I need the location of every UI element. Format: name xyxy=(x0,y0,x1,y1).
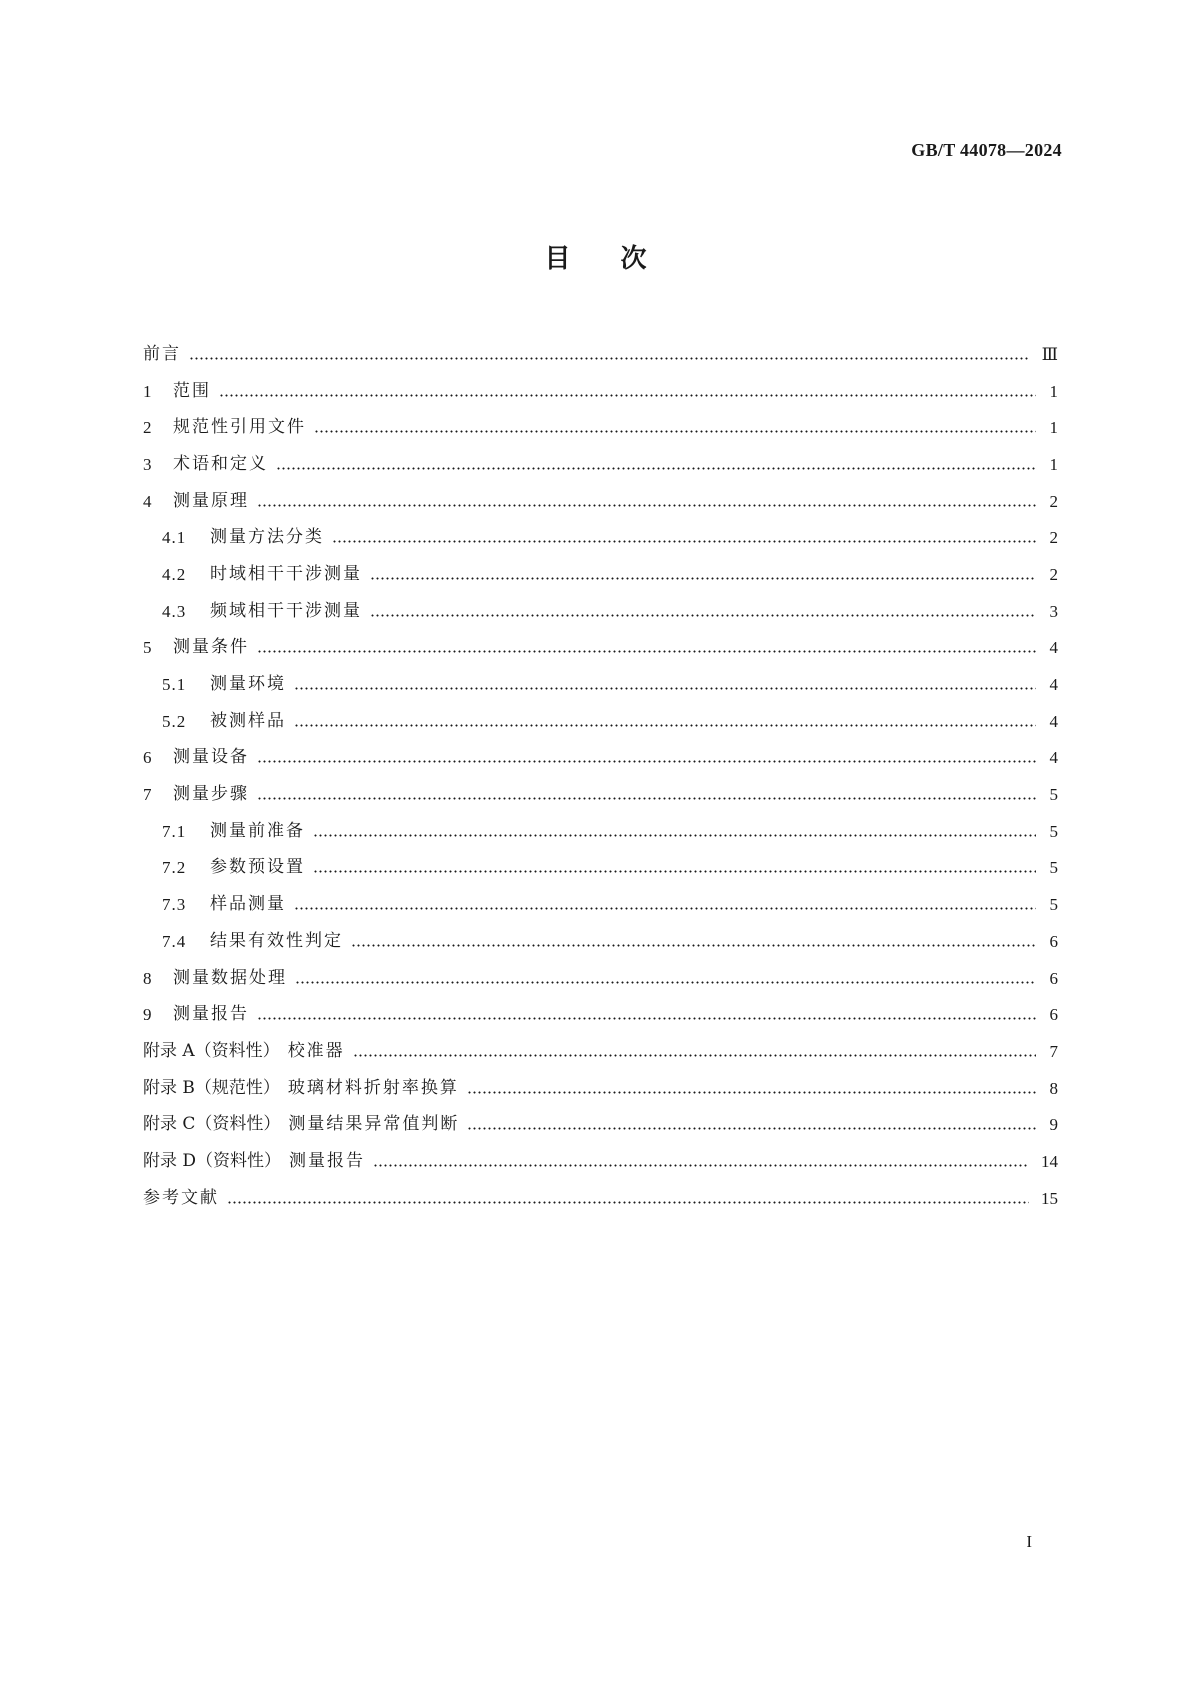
toc-entry-number: 2 xyxy=(143,418,153,438)
toc-entry-text: 规范性引用文件 xyxy=(173,417,306,438)
toc-entry-page: 2 xyxy=(1049,491,1058,511)
toc-dot-leader xyxy=(294,907,1036,910)
toc-dot-leader xyxy=(294,724,1036,727)
toc-entry-1[interactable] xyxy=(143,373,1058,410)
toc-entry-text: 频域相干干涉测量 xyxy=(210,600,362,621)
toc-entry-text: 参考文献 xyxy=(143,1187,219,1208)
toc-entry-number: 4 xyxy=(143,491,153,511)
toc-dot-leader xyxy=(257,504,1036,507)
toc-dot-leader xyxy=(373,1164,1029,1167)
toc-entry-number: 9 xyxy=(143,1005,153,1025)
toc-entry-page: 3 xyxy=(1049,601,1058,621)
toc-entry-8[interactable] xyxy=(143,960,1058,997)
toc-entry-3[interactable] xyxy=(143,446,1058,483)
toc-entry-number: 7.2 xyxy=(162,858,187,878)
toc-dot-leader xyxy=(313,834,1036,837)
toc-entry-page: 4 xyxy=(1049,748,1058,768)
toc-entry-number: 6 xyxy=(143,748,153,768)
toc-dot-leader xyxy=(219,394,1036,397)
toc-dot-leader xyxy=(257,1017,1036,1020)
toc-dot-leader xyxy=(313,870,1036,873)
toc-entry-7[interactable] xyxy=(143,776,1058,813)
toc-entry-number: 5 xyxy=(143,638,153,658)
toc-entry-text: 前言 xyxy=(143,343,181,364)
toc-entry-appendix-c[interactable] xyxy=(143,1106,1058,1143)
toc-entry-text: 测量报告 xyxy=(173,1004,249,1025)
toc-dot-leader xyxy=(257,760,1036,763)
toc-entry-text: 测量步骤 xyxy=(173,784,249,805)
toc-entry-foreword[interactable] xyxy=(143,336,1058,373)
toc-entry-text: 测量数据处理 xyxy=(173,967,287,988)
toc-entry-appendix-d[interactable] xyxy=(143,1143,1058,1180)
toc-entry-5[interactable] xyxy=(143,630,1058,667)
toc-entry-6[interactable] xyxy=(143,740,1058,777)
toc-entry-text: 测量结果异常值判断 xyxy=(288,1114,460,1135)
toc-entry-4-2[interactable] xyxy=(143,556,1058,593)
standard-code: GB/T 44078—2024 xyxy=(911,140,1062,160)
toc-entry-text: 范围 xyxy=(173,380,211,401)
toc-entry-page: 8 xyxy=(1049,1078,1058,1098)
toc-entry-page: 5 xyxy=(1049,821,1058,841)
toc-entry-text: 玻璃材料折射率换算 xyxy=(287,1077,459,1098)
toc-entry-page: 1 xyxy=(1049,454,1058,474)
toc-entry-text: 结果有效性判定 xyxy=(210,930,343,951)
toc-entry-page: 14 xyxy=(1041,1151,1058,1171)
toc-entry-appendix-b[interactable] xyxy=(143,1070,1058,1107)
toc-entry-references[interactable] xyxy=(143,1180,1058,1217)
toc-entry-number: 3 xyxy=(143,454,153,474)
toc-entry-page: 7 xyxy=(1049,1041,1058,1061)
page-number: I xyxy=(1026,1532,1032,1551)
toc-entry-page: 4 xyxy=(1049,711,1058,731)
toc-entry-number: 7.4 xyxy=(162,931,187,951)
toc-dot-leader xyxy=(370,577,1036,580)
toc-entry-page: Ⅲ xyxy=(1041,344,1058,364)
toc-entry-4[interactable] xyxy=(143,483,1058,520)
toc-entry-5-2[interactable] xyxy=(143,703,1058,740)
toc-entry-7-2[interactable] xyxy=(143,850,1058,887)
toc-entry-text: 校准器 xyxy=(287,1040,345,1061)
toc-entry-page: 6 xyxy=(1049,931,1058,951)
toc-entry-7-4[interactable] xyxy=(143,923,1058,960)
toc-entry-page: 6 xyxy=(1049,968,1058,988)
toc-entry-page: 2 xyxy=(1049,564,1058,584)
toc-entry-page: 4 xyxy=(1049,675,1058,695)
toc-dot-leader xyxy=(295,981,1036,984)
toc-entry-text: 被测样品 xyxy=(210,710,286,731)
toc-entry-page: 6 xyxy=(1049,1005,1058,1025)
toc-entry-appendix-label: 附录 A（资料性） xyxy=(143,1040,280,1061)
toc-entry-text: 测量条件 xyxy=(173,637,249,658)
toc-entry-page: 5 xyxy=(1049,895,1058,915)
toc-entry-text: 测量环境 xyxy=(210,674,286,695)
toc-entry-7-1[interactable] xyxy=(143,813,1058,850)
toc-dot-leader xyxy=(227,1201,1029,1204)
toc-entry-appendix-a[interactable] xyxy=(143,1033,1058,1070)
toc-entry-appendix-label: 附录 B（规范性） xyxy=(143,1077,280,1098)
toc-entry-page: 1 xyxy=(1049,381,1058,401)
toc-dot-leader xyxy=(370,614,1036,617)
toc-entry-number: 7.1 xyxy=(162,821,187,841)
toc-entry-number: 4.3 xyxy=(162,601,187,621)
toc-entry-text: 测量原理 xyxy=(173,490,249,511)
toc-entry-5-1[interactable] xyxy=(143,666,1058,703)
toc-entry-text: 测量前准备 xyxy=(210,820,305,841)
toc-entry-9[interactable] xyxy=(143,996,1058,1033)
toc-entry-page: 4 xyxy=(1049,638,1058,658)
toc-entry-page: 9 xyxy=(1049,1115,1058,1135)
toc-entry-appendix-label: 附录 D（资料性） xyxy=(143,1150,282,1171)
toc-entry-number: 7.3 xyxy=(162,895,187,915)
toc-entry-text: 测量设备 xyxy=(173,747,249,768)
toc-entry-page: 1 xyxy=(1049,418,1058,438)
toc-dot-leader xyxy=(276,467,1036,470)
toc-dot-leader xyxy=(351,944,1036,947)
toc-dot-leader xyxy=(353,1054,1036,1057)
toc-entry-number: 4.1 xyxy=(162,528,187,548)
toc-entry-text: 时域相干干涉测量 xyxy=(210,563,362,584)
toc-dot-leader xyxy=(189,357,1030,360)
toc-entry-text: 参数预设置 xyxy=(210,857,305,878)
toc-dot-leader xyxy=(257,797,1036,800)
toc-dot-leader xyxy=(332,540,1036,543)
toc-entry-number: 5.1 xyxy=(162,675,187,695)
toc-entry-4-3[interactable] xyxy=(143,593,1058,630)
toc-dot-leader xyxy=(467,1091,1036,1094)
toc-entry-7-3[interactable] xyxy=(143,886,1058,923)
toc-entry-2[interactable] xyxy=(143,409,1058,446)
toc-entry-text: 测量报告 xyxy=(289,1150,366,1171)
toc-dot-leader xyxy=(467,1127,1036,1130)
toc-list xyxy=(143,336,1058,1217)
toc-entry-text: 样品测量 xyxy=(210,894,286,915)
toc-entry-number: 8 xyxy=(143,968,153,988)
toc-title: 目次 xyxy=(544,244,697,274)
toc-dot-leader xyxy=(257,650,1036,653)
toc-entry-text: 测量方法分类 xyxy=(210,527,324,548)
toc-dot-leader xyxy=(294,687,1036,690)
toc-entry-text: 术语和定义 xyxy=(173,453,268,474)
toc-entry-page: 2 xyxy=(1049,528,1058,548)
toc-entry-page: 5 xyxy=(1049,785,1058,805)
toc-dot-leader xyxy=(314,430,1036,433)
toc-entry-page: 5 xyxy=(1049,858,1058,878)
toc-entry-number: 1 xyxy=(143,381,153,401)
toc-entry-number: 4.2 xyxy=(162,564,187,584)
toc-entry-4-1[interactable] xyxy=(143,519,1058,556)
toc-entry-number: 5.2 xyxy=(162,711,187,731)
toc-entry-number: 7 xyxy=(143,785,153,805)
toc-entry-appendix-label: 附录 C（资料性） xyxy=(143,1114,281,1135)
toc-entry-page: 15 xyxy=(1041,1188,1058,1208)
